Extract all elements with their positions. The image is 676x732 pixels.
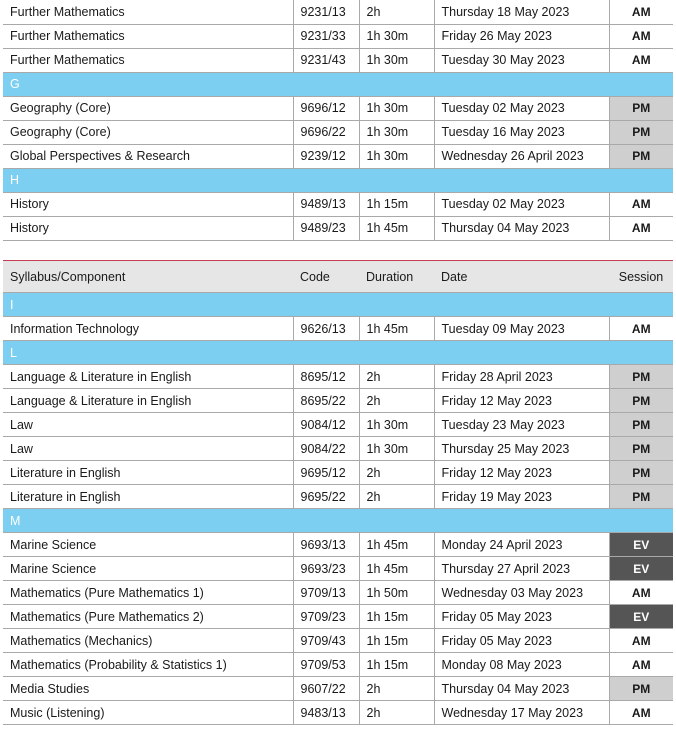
table-row: [3, 437, 673, 461]
cell-duration: 2h: [359, 677, 434, 701]
cell-code: 9483/13: [293, 701, 359, 725]
cell-subject: Global Perspectives & Research: [3, 144, 293, 168]
cell-session: AM: [609, 0, 673, 24]
cell-subject: Geography (Core): [3, 96, 293, 120]
cell-subject: Information Technology: [3, 317, 293, 341]
table-row: [3, 120, 673, 144]
cell-subject: Mathematics (Probability & Statistics 1): [3, 653, 293, 677]
table-row: [3, 192, 673, 216]
cell-subject: Language & Literature in English: [3, 389, 293, 413]
cell-date: Thursday 27 April 2023: [434, 557, 609, 581]
header-duration: Duration: [359, 261, 434, 293]
cell-duration: 1h 45m: [359, 533, 434, 557]
cell-duration: 1h 30m: [359, 413, 434, 437]
cell-session: PM: [609, 96, 673, 120]
section-letter-row: [3, 509, 673, 533]
cell-session: PM: [609, 461, 673, 485]
table-header-row: [3, 261, 673, 293]
cell-date: Tuesday 16 May 2023: [434, 120, 609, 144]
cell-subject: Literature in English: [3, 485, 293, 509]
cell-date: Tuesday 09 May 2023: [434, 317, 609, 341]
cell-session: AM: [609, 48, 673, 72]
cell-session: AM: [609, 192, 673, 216]
cell-code: 9696/22: [293, 120, 359, 144]
cell-session: PM: [609, 144, 673, 168]
cell-duration: 2h: [359, 0, 434, 24]
cell-subject: Mathematics (Pure Mathematics 1): [3, 581, 293, 605]
cell-duration: 1h 15m: [359, 653, 434, 677]
cell-date: Thursday 04 May 2023: [434, 677, 609, 701]
table-row: [3, 485, 673, 509]
cell-duration: 1h 30m: [359, 48, 434, 72]
cell-code: 9084/22: [293, 437, 359, 461]
cell-duration: 2h: [359, 701, 434, 725]
cell-date: Friday 28 April 2023: [434, 365, 609, 389]
table-row: [3, 0, 673, 24]
cell-duration: 1h 30m: [359, 120, 434, 144]
cell-session: AM: [609, 653, 673, 677]
cell-date: Tuesday 23 May 2023: [434, 413, 609, 437]
cell-date: Monday 24 April 2023: [434, 533, 609, 557]
cell-date: Tuesday 30 May 2023: [434, 48, 609, 72]
table-row: [3, 605, 673, 629]
timetable-body-bottom: [3, 293, 673, 725]
cell-subject: Music (Listening): [3, 701, 293, 725]
cell-duration: 2h: [359, 461, 434, 485]
cell-date: Friday 05 May 2023: [434, 629, 609, 653]
table-row: [3, 413, 673, 437]
cell-date: Thursday 04 May 2023: [434, 216, 609, 240]
cell-date: Tuesday 02 May 2023: [434, 96, 609, 120]
header-code: Code: [293, 261, 359, 293]
table-row: [3, 629, 673, 653]
table-row: [3, 533, 673, 557]
cell-session: EV: [609, 557, 673, 581]
table-row: [3, 144, 673, 168]
cell-code: 8695/12: [293, 365, 359, 389]
cell-subject: Mathematics (Mechanics): [3, 629, 293, 653]
timetable-body-top: [3, 0, 673, 240]
cell-subject: Marine Science: [3, 557, 293, 581]
cell-code: 9695/22: [293, 485, 359, 509]
cell-subject: History: [3, 192, 293, 216]
cell-subject: Further Mathematics: [3, 0, 293, 24]
cell-code: 9693/13: [293, 533, 359, 557]
cell-code: 9709/23: [293, 605, 359, 629]
cell-session: AM: [609, 24, 673, 48]
cell-code: 9696/12: [293, 96, 359, 120]
cell-code: 9695/12: [293, 461, 359, 485]
cell-subject: Further Mathematics: [3, 24, 293, 48]
section-letter-row: [3, 72, 673, 96]
cell-subject: Media Studies: [3, 677, 293, 701]
header-session: Session: [609, 261, 673, 293]
cell-date: Friday 26 May 2023: [434, 24, 609, 48]
cell-duration: 1h 15m: [359, 629, 434, 653]
cell-duration: 2h: [359, 389, 434, 413]
cell-code: 9709/43: [293, 629, 359, 653]
cell-date: Wednesday 17 May 2023: [434, 701, 609, 725]
cell-code: 8695/22: [293, 389, 359, 413]
cell-code: 9709/53: [293, 653, 359, 677]
table-row: [3, 653, 673, 677]
cell-code: 9693/23: [293, 557, 359, 581]
cell-session: AM: [609, 317, 673, 341]
section-letter: L: [3, 341, 673, 365]
cell-date: Wednesday 26 April 2023: [434, 144, 609, 168]
cell-subject: Further Mathematics: [3, 48, 293, 72]
cell-code: 9709/13: [293, 581, 359, 605]
cell-subject: Literature in English: [3, 461, 293, 485]
cell-code: 9231/43: [293, 48, 359, 72]
cell-subject: Language & Literature in English: [3, 365, 293, 389]
table-row: [3, 389, 673, 413]
cell-date: Friday 12 May 2023: [434, 389, 609, 413]
cell-date: Friday 19 May 2023: [434, 485, 609, 509]
cell-session: EV: [609, 533, 673, 557]
exam-timetable-bottom: [3, 260, 673, 725]
cell-duration: 1h 15m: [359, 605, 434, 629]
header-date: Date: [434, 261, 609, 293]
cell-duration: 1h 50m: [359, 581, 434, 605]
cell-code: 9084/12: [293, 413, 359, 437]
table-row: [3, 581, 673, 605]
cell-session: PM: [609, 677, 673, 701]
table-row: [3, 96, 673, 120]
exam-timetable-top: [3, 0, 673, 241]
section-letter-row: [3, 293, 673, 317]
cell-subject: History: [3, 216, 293, 240]
cell-duration: 2h: [359, 485, 434, 509]
section-letter: I: [3, 293, 673, 317]
section-letter-row: [3, 341, 673, 365]
cell-duration: 1h 15m: [359, 192, 434, 216]
cell-session: PM: [609, 437, 673, 461]
cell-session: AM: [609, 701, 673, 725]
cell-session: PM: [609, 413, 673, 437]
cell-subject: Mathematics (Pure Mathematics 2): [3, 605, 293, 629]
cell-date: Thursday 18 May 2023: [434, 0, 609, 24]
cell-date: Thursday 25 May 2023: [434, 437, 609, 461]
cell-session: AM: [609, 216, 673, 240]
cell-session: EV: [609, 605, 673, 629]
cell-session: AM: [609, 581, 673, 605]
cell-session: PM: [609, 120, 673, 144]
header-subject: Syllabus/Component: [3, 261, 293, 293]
section-letter: H: [3, 168, 673, 192]
cell-code: 9607/22: [293, 677, 359, 701]
cell-subject: Law: [3, 413, 293, 437]
cell-duration: 1h 30m: [359, 437, 434, 461]
cell-session: PM: [609, 365, 673, 389]
table-row: [3, 365, 673, 389]
table-row: [3, 216, 673, 240]
cell-code: 9489/13: [293, 192, 359, 216]
table-row: [3, 48, 673, 72]
cell-code: 9489/23: [293, 216, 359, 240]
table-row: [3, 557, 673, 581]
cell-session: PM: [609, 389, 673, 413]
cell-code: 9231/33: [293, 24, 359, 48]
section-letter: G: [3, 72, 673, 96]
cell-date: Friday 05 May 2023: [434, 605, 609, 629]
table-row: [3, 24, 673, 48]
cell-date: Monday 08 May 2023: [434, 653, 609, 677]
cell-duration: 1h 45m: [359, 317, 434, 341]
cell-duration: 2h: [359, 365, 434, 389]
table-row: [3, 677, 673, 701]
section-letter: M: [3, 509, 673, 533]
cell-duration: 1h 45m: [359, 216, 434, 240]
table-row: [3, 701, 673, 725]
table-row: [3, 317, 673, 341]
section-letter-row: [3, 168, 673, 192]
table-row: [3, 461, 673, 485]
cell-session: AM: [609, 629, 673, 653]
cell-date: Friday 12 May 2023: [434, 461, 609, 485]
cell-subject: Geography (Core): [3, 120, 293, 144]
cell-date: Wednesday 03 May 2023: [434, 581, 609, 605]
cell-duration: 1h 30m: [359, 24, 434, 48]
cell-duration: 1h 45m: [359, 557, 434, 581]
cell-code: 9626/13: [293, 317, 359, 341]
cell-date: Tuesday 02 May 2023: [434, 192, 609, 216]
cell-subject: Marine Science: [3, 533, 293, 557]
cell-subject: Law: [3, 437, 293, 461]
cell-session: PM: [609, 485, 673, 509]
cell-duration: 1h 30m: [359, 96, 434, 120]
cell-code: 9231/13: [293, 0, 359, 24]
cell-code: 9239/12: [293, 144, 359, 168]
cell-duration: 1h 30m: [359, 144, 434, 168]
